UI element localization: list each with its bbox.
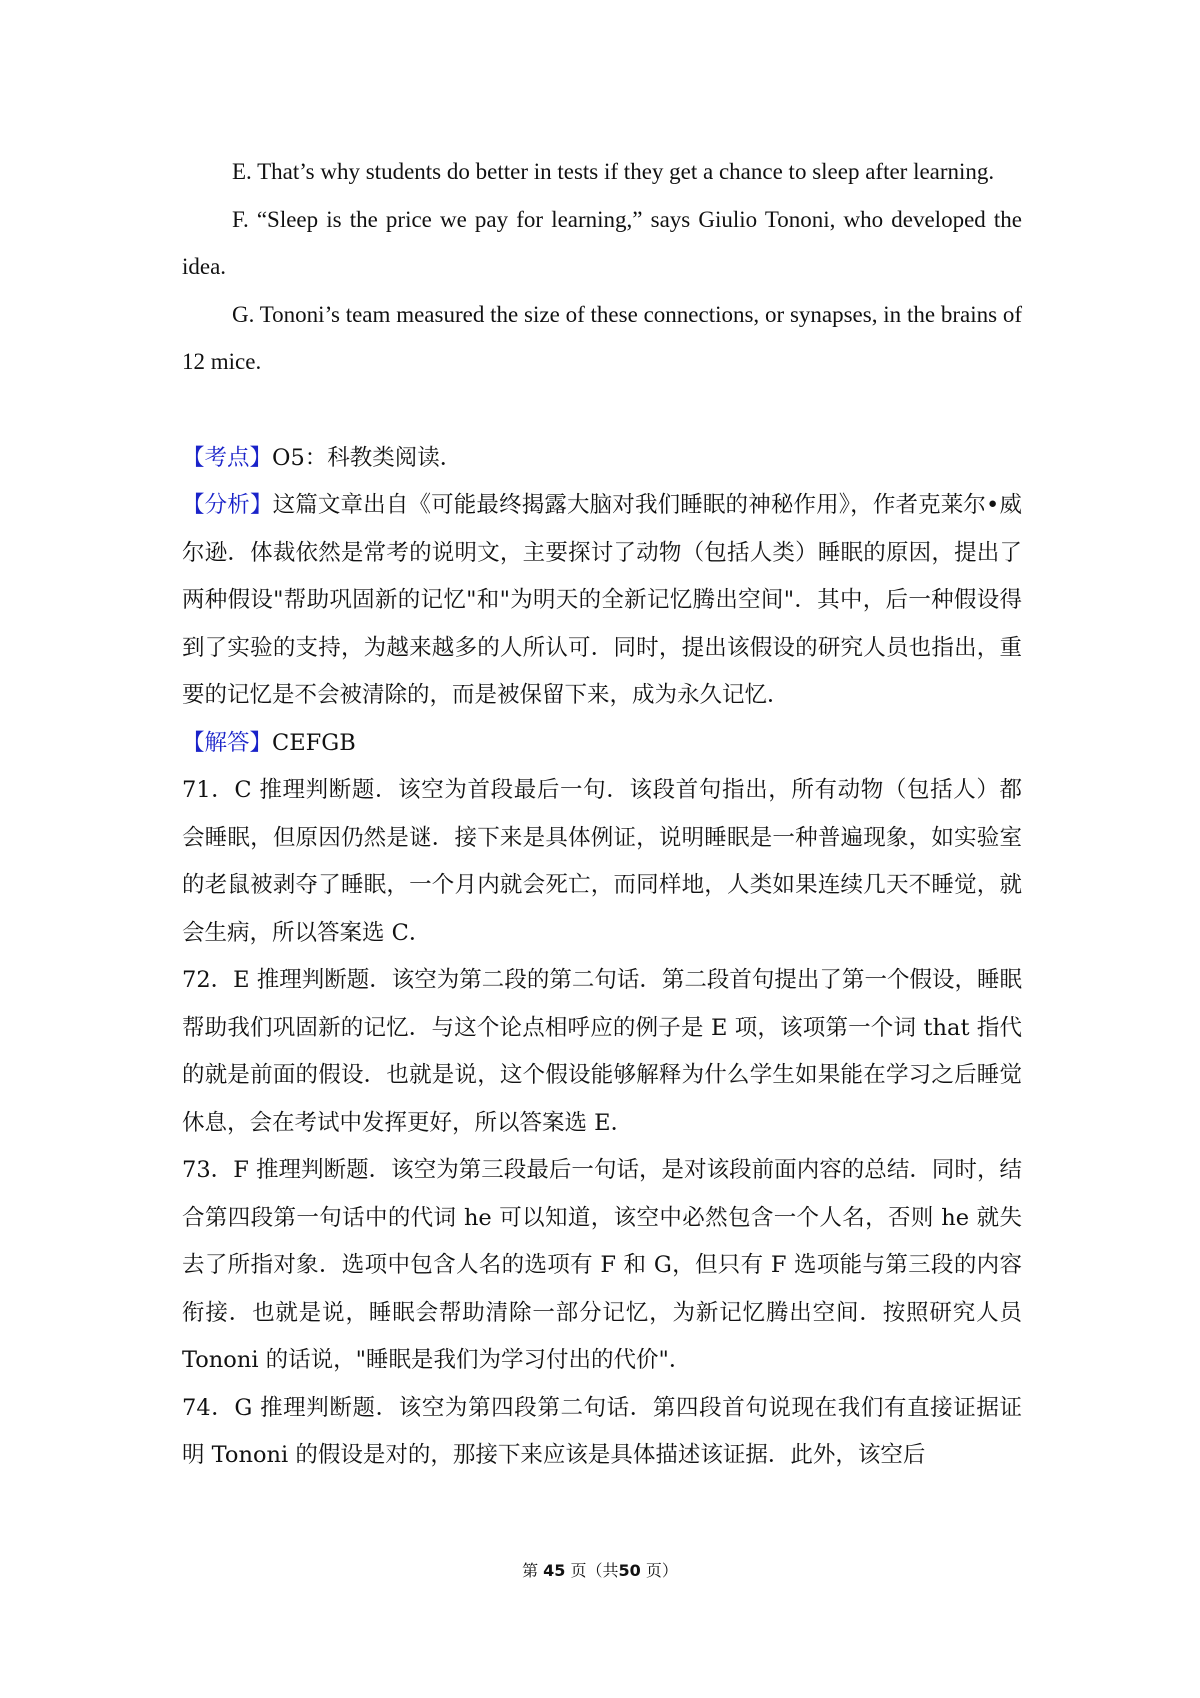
jieda-tag: 【解答】: [182, 729, 273, 756]
footer-suffix: 页）: [645, 1561, 678, 1580]
page-footer: [0, 1558, 1200, 1581]
footer-current-page: 45: [543, 1561, 566, 1580]
fenxi-section: [182, 482, 1022, 720]
answer-73: 73．F 推理判断题．该空为第三段最后一句话，是对该段前面内容的总结．同时，结合第四段第一句话中的代词 he 可以知道，该空中必然包含一个人名，否则 he 就失去了所指对象．选项中包含人名的选项有 F 和 G，但只有 F 选项能与第三段的内容衔接．也就是说，睡眠会帮助清除一部分记忆，为新记忆腾出空间．按照研究人员 Tononi 的话说，"睡眠是我们为学习付出的代价"．: [182, 1157, 1022, 1373]
footer-total-pages: 50: [618, 1561, 641, 1580]
fenxi-tag: 【分析】: [182, 492, 273, 518]
answer-72: 72．E 推理判断题．该空为第二段的第二句话．第二段首句提出了第一个假设，睡眠帮助我们巩固新的记忆．与这个论点相呼应的例子是 E 项，该项第一个词 that 指代的就是前面的假设．也就是说，这个假设能够解释为什么学生如果能在学习之后睡觉休息，会在考试中发挥更好，所以答案选 E．: [182, 967, 1022, 1136]
kaodian-text: O5：科教类阅读．: [272, 444, 463, 471]
option-f: F. “Sleep is the price we pay for learning,” says Giulio Tononi, who developed the idea.: [182, 206, 1022, 279]
jieda-section: [182, 720, 1022, 768]
kaodian-section: [182, 435, 1022, 483]
option-g: G. Tononi’s team measured the size of these connections, or synapses, in the brains of 12 mice.: [182, 301, 1022, 374]
page-content: [182, 148, 1022, 1480]
kaodian-tag: 【考点】: [182, 444, 273, 471]
fenxi-text: 这篇文章出自《可能最终揭露大脑对我们睡眠的神秘作用》，作者克莱尔•威尔逊．体裁依然是常考的说明文，主要探讨了动物（包括人类）睡眠的原因，提出了两种假设"帮助巩固新的记忆"和"为明天的全新记忆腾出空间"．其中，后一种假设得到了实验的支持，为越来越多的人所认可．同时，提出该假设的研究人员也指出，重要的记忆是不会被清除的，而是被保留下来，成为永久记忆．: [182, 492, 1022, 708]
jieda-text: CEFGB: [272, 729, 356, 756]
answer-71: 71．C 推理判断题．该空为首段最后一句．该段首句指出，所有动物（包括人）都会睡眠，但原因仍然是谜．接下来是具体例证，说明睡眠是一种普遍现象，如实验室的老鼠被剥夺了睡眠，一个月内就会死亡，而同样地，人类如果连续几天不睡觉，就会生病，所以答案选 C．: [182, 777, 1022, 946]
footer-prefix: 第: [522, 1561, 539, 1580]
option-e: E. That’s why students do better in tests if they get a chance to sleep after learning.: [232, 159, 995, 184]
answer-74: 74．G 推理判断题．该空为第四段第二句话．第四段首句说现在我们有直接证据证明 Tononi 的假设是对的，那接下来应该是具体描述该证据．此外，该空后: [182, 1394, 1022, 1468]
section-gap: [182, 386, 1022, 435]
footer-middle: 页（共: [570, 1561, 619, 1580]
